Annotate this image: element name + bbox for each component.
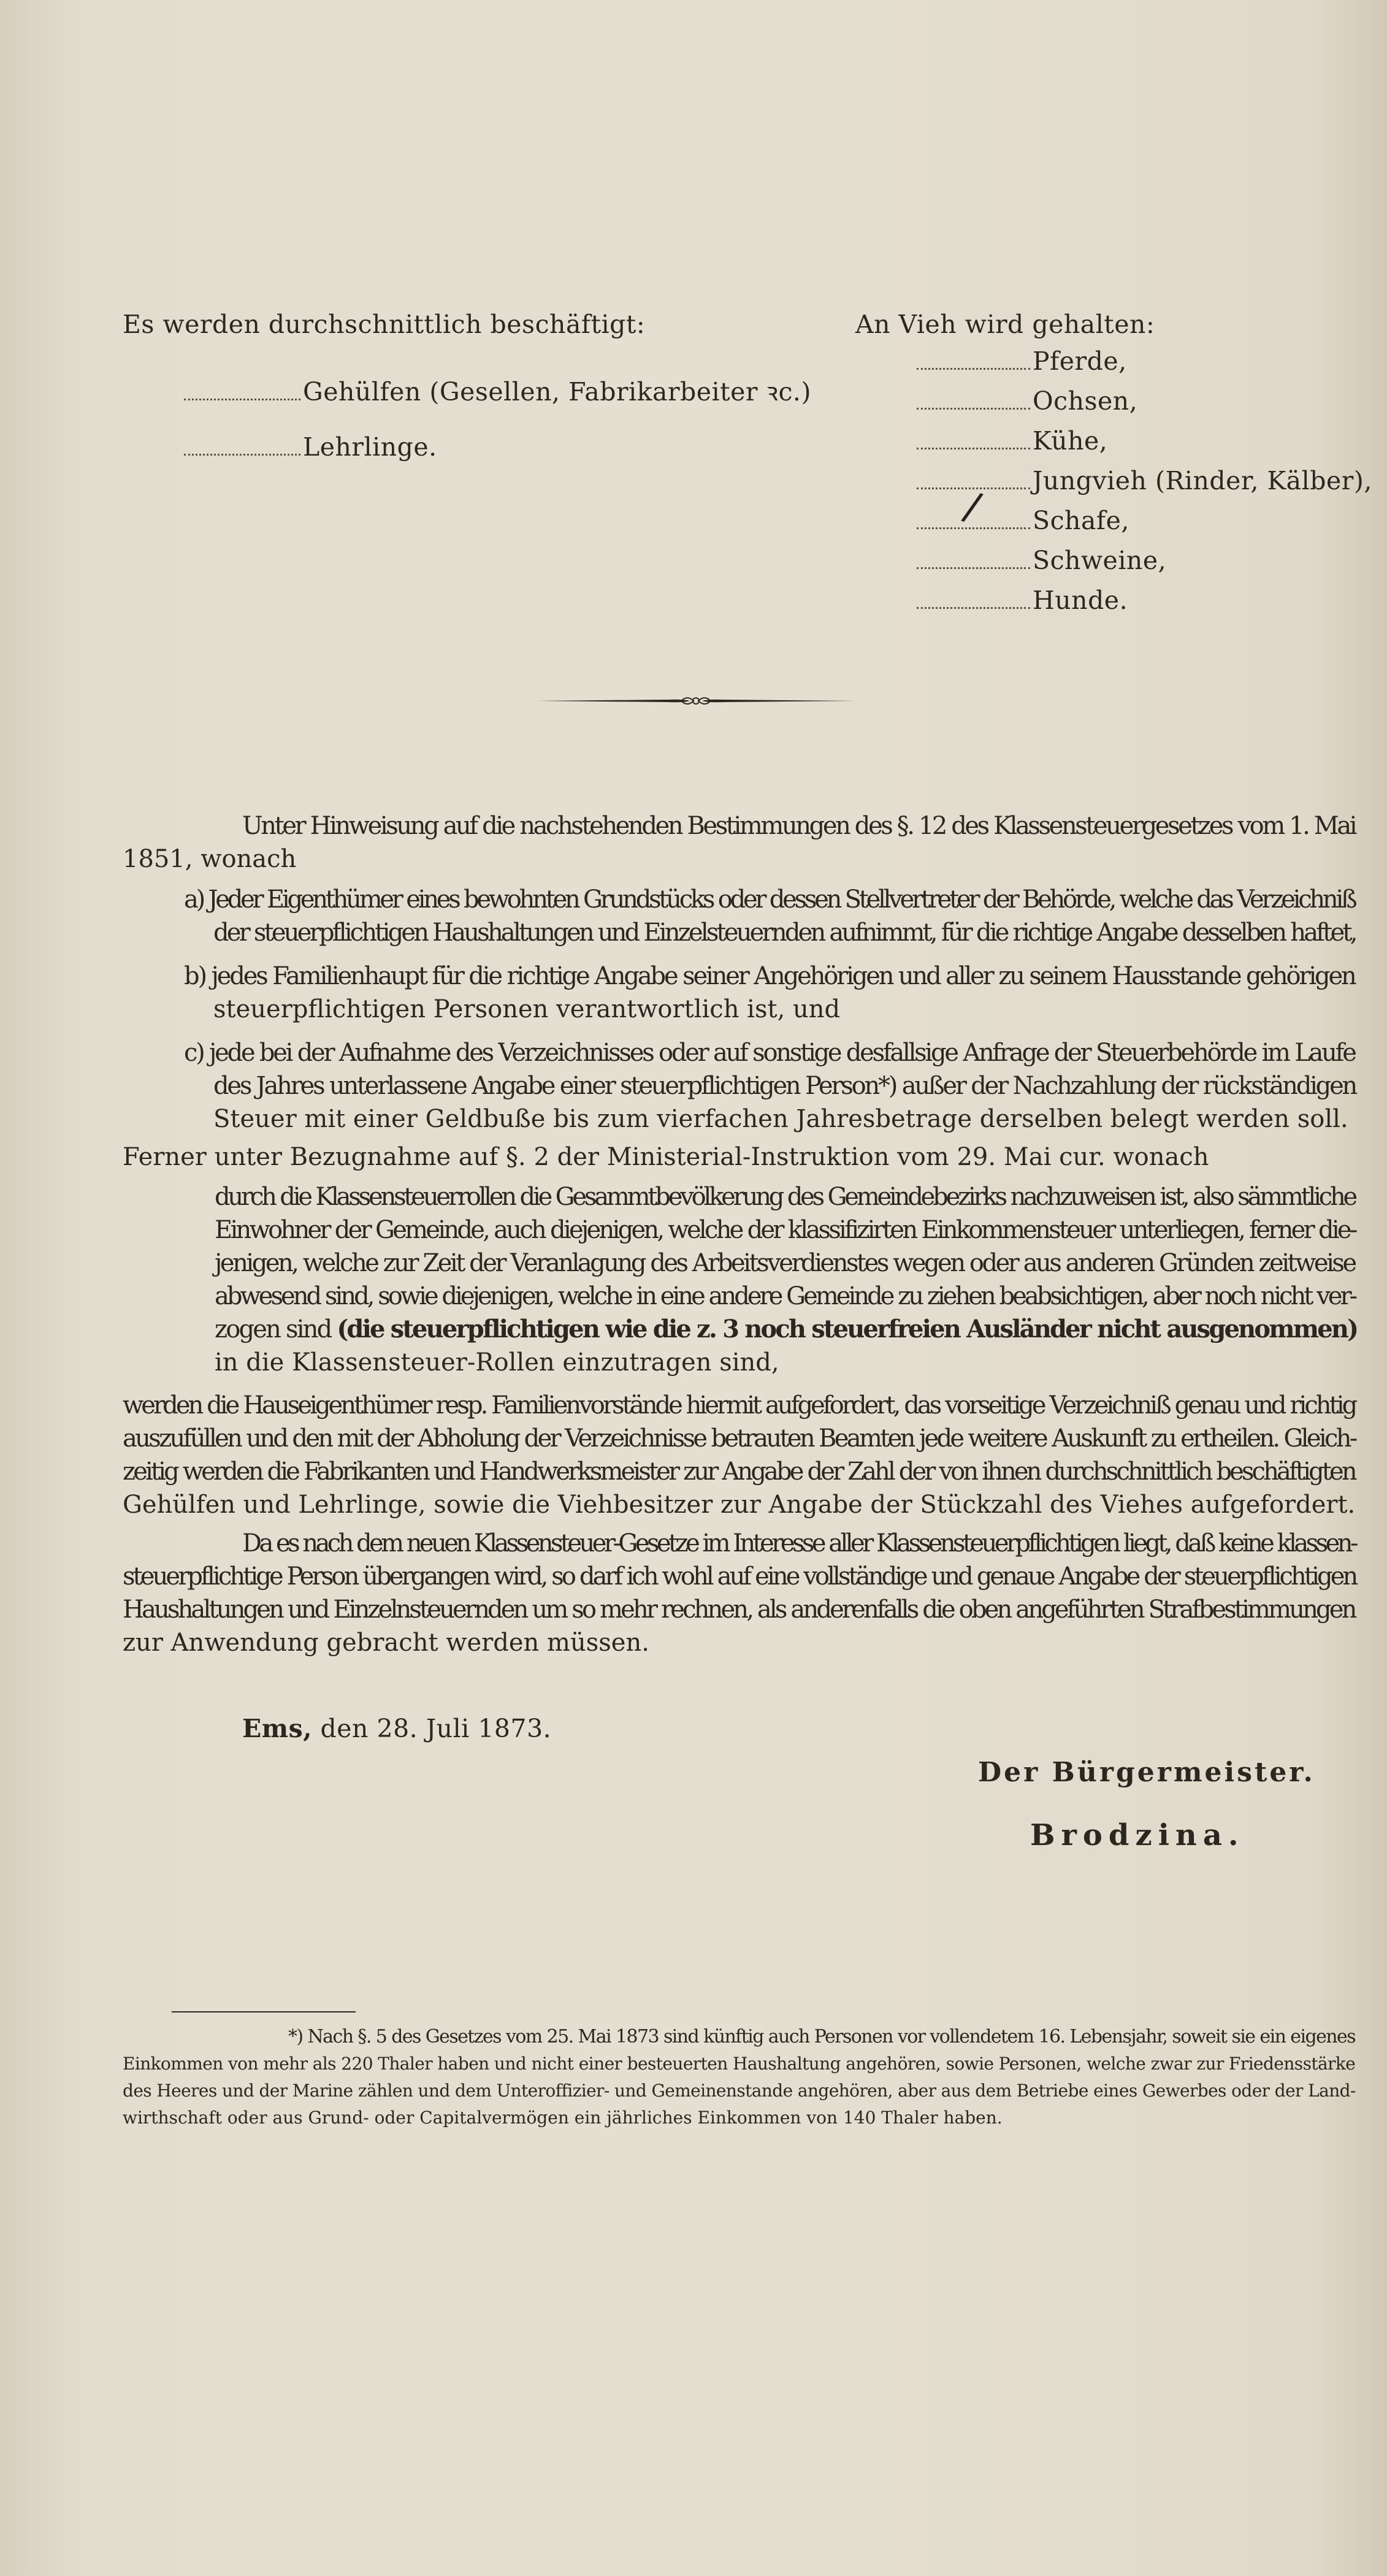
text-line: werden die Hauseigenthümer resp. Familienvorstände hiermit aufgefordert, das vorseitige Verzeichniß genau und richtig — [123, 1391, 1356, 1420]
text-line: Steuer mit einer Geldbuße bis zum vierfachen Jahresbetrage derselben belegt werden soll. — [213, 1105, 1348, 1133]
footnote-line: *) Nach §. 5 des Gesetzes vom 25. Mai 1873 sind künftig auch Personen vor vollendetem 16. Lebensjahr, soweit sie ein eigenes — [288, 2026, 1356, 2047]
left-item-lehrlinge — [184, 432, 437, 462]
right-item-hunde — [917, 586, 1128, 615]
right-item-label: Schweine, — [1033, 546, 1167, 575]
fill-line — [917, 407, 1030, 410]
fill-line — [917, 567, 1030, 569]
right-item-ochsen — [917, 386, 1137, 416]
left-item-label: Gehülfen (Gesellen, Fabrikarbeiter ꝛc.) — [303, 377, 811, 407]
right-item-label: Schafe, — [1033, 506, 1129, 535]
right-item-label: Hunde. — [1033, 586, 1128, 615]
right-item-label: Ochsen, — [1033, 386, 1138, 416]
fill-line — [917, 606, 1030, 609]
text-line: Da es nach dem neuen Klassensteuer-Gesetze im Interesse aller Klassensteuerpflichtigen liegt, daß keine klassen- — [242, 1529, 1356, 1557]
text-line: auszufüllen und den mit der Abholung der Verzeichnisse betrauten Beamten jede weitere Auskunft zu ertheilen. Gleich- — [123, 1424, 1356, 1453]
signature-name: Brodzina. — [1030, 1818, 1245, 1852]
werden-paragraph — [123, 1389, 1355, 1521]
right-heading: An Vieh wird gehalten: — [855, 310, 1155, 339]
fill-line — [917, 527, 1030, 529]
intro-paragraph — [123, 809, 1355, 876]
right-item-schweine — [917, 546, 1166, 575]
text-line: steuerpflichtigen Personen verantwortlich ist, und — [213, 995, 841, 1023]
left-heading: Es werden durchschnittlich beschäftigt: — [123, 310, 646, 339]
right-item-schafe — [917, 506, 1129, 535]
text-bold: (die steuerpflichtigen wie die z. 3 noch steuerfreien Ausländer nicht ausgenommen) — [337, 1315, 1358, 1343]
text-line: 1851, wonach — [123, 845, 297, 873]
text-line: Unter Hinweisung auf die nachstehenden Bestimmungen des §. 12 des Klassensteuergesetzes vom 1. Mai — [242, 812, 1356, 840]
clause-a — [184, 883, 1355, 949]
left-item-gehuelfen — [184, 374, 811, 408]
text-line: abwesend sind, sowie diejenigen, welche in eine andere Gemeinde zu ziehen beabsichtigen, aber noch nicht ver- — [215, 1282, 1356, 1310]
text-line: c) jede bei der Aufnahme des Verzeichnisses oder auf sonstige desfallsige Anfrage der Steuerbehörde im Laufe — [184, 1039, 1355, 1067]
right-item-label: Pferde, — [1033, 346, 1127, 376]
text-line: Einwohner der Gemeinde, auch diejenigen, welche der klassifizirten Einkommensteuer unterliegen, ferner die- — [215, 1216, 1356, 1244]
footnote-line: wirthschaft oder aus Grund- oder Capitalvermögen ein jährliches Einkommen von 140 Thaler haben. — [123, 2108, 1003, 2128]
text-line: jenigen, welche zur Zeit der Veranlagung des Arbeitsverdienstes wegen oder aus anderen Gründen zeitweise — [215, 1249, 1355, 1277]
text-line: Haushaltungen und Einzelnsteuernden um so mehr rechnen, als anderenfalls die oben angeführten Strafbestimmungen — [123, 1596, 1355, 1624]
place-date — [242, 1714, 551, 1743]
fill-line — [184, 398, 300, 400]
text-line-mixed — [215, 1313, 1358, 1346]
text-line: Gehülfen und Lehrlinge, sowie die Viehbesitzer zur Angabe der Stückzahl des Viehes aufgefordert. — [123, 1491, 1356, 1519]
fill-line — [917, 367, 1030, 370]
right-item-pferde — [917, 346, 1127, 376]
ornament-divider — [537, 692, 855, 710]
right-item-label: Kühe, — [1033, 426, 1108, 456]
right-item-jungvieh — [917, 466, 1372, 495]
footnote-line: des Heeres und der Marine zählen und dem Unteroffizier- und Gemeinenstande angehören, aber aus dem Betriebe eines Gewerbes oder der Land- — [123, 2081, 1356, 2101]
footnote — [123, 2024, 1355, 2131]
place: Ems, — [242, 1714, 312, 1743]
da-paragraph — [123, 1527, 1355, 1659]
footnote-line: Einkommen von mehr als 220 Thaler haben und nicht einer besteuerten Haushaltung angehören, sowie Personen, welche zwar zur Friedensstärke — [123, 2054, 1356, 2074]
ferner-line — [123, 1141, 1355, 1174]
text-line: in die Klassensteuer-Rollen einzutragen sind, — [215, 1348, 779, 1377]
text-line: des Jahres unterlassene Angabe einer steuerpflichtigen Person*) außer der Nachzahlung der rückständigen — [213, 1072, 1356, 1100]
text-line: Ferner unter Bezugnahme auf §. 2 der Ministerial-Instruktion vom 29. Mai cur. wonach — [123, 1143, 1209, 1171]
clause-c — [184, 1036, 1355, 1136]
text-plain: zogen sind — [215, 1315, 331, 1343]
text-line: durch die Klassensteuerrollen die Gesammtbevölkerung des Gemeindebezirks nachzuweisen ist, also sämmtliche — [215, 1183, 1356, 1211]
signature-title: Der Bürgermeister. — [978, 1757, 1315, 1788]
text-line: zeitig werden die Fabrikanten und Handwerksmeister zur Angabe der Zahl der von ihnen durchschnittlich beschäftigten — [123, 1458, 1355, 1486]
right-item-label: Jungvieh (Rinder, Kälber), — [1033, 466, 1372, 495]
handwritten-mark: / — [959, 483, 986, 531]
durch-paragraph — [215, 1180, 1358, 1379]
fill-line — [917, 447, 1030, 449]
left-item-label: Lehrlinge. — [303, 432, 437, 462]
text-line: b) jedes Familienhaupt für die richtige Angabe seiner Angehörigen und aller zu seinem Hausstande gehörigen — [184, 962, 1355, 990]
text-line: zur Anwendung gebracht werden müssen. — [123, 1629, 649, 1657]
text-line: steuerpflichtige Person übergangen wird, so darf ich wohl auf eine vollständige und genaue Angabe der steuerpflichtigen — [123, 1562, 1356, 1591]
text-line: der steuerpflichtigen Haushaltungen und Einzelsteuernden aufnimmt, für die richtige Angabe desselben haftet, — [213, 919, 1356, 947]
date: den 28. Juli 1873. — [320, 1714, 552, 1743]
fill-line — [184, 453, 300, 456]
right-item-kuehe — [917, 426, 1107, 456]
text-line: a) Jeder Eigenthümer eines bewohnten Grundstücks oder dessen Stellvertreter der Behörde, welche das Verzeichniß — [184, 885, 1355, 914]
footnote-rule — [172, 2011, 356, 2012]
clause-b — [184, 960, 1355, 1026]
